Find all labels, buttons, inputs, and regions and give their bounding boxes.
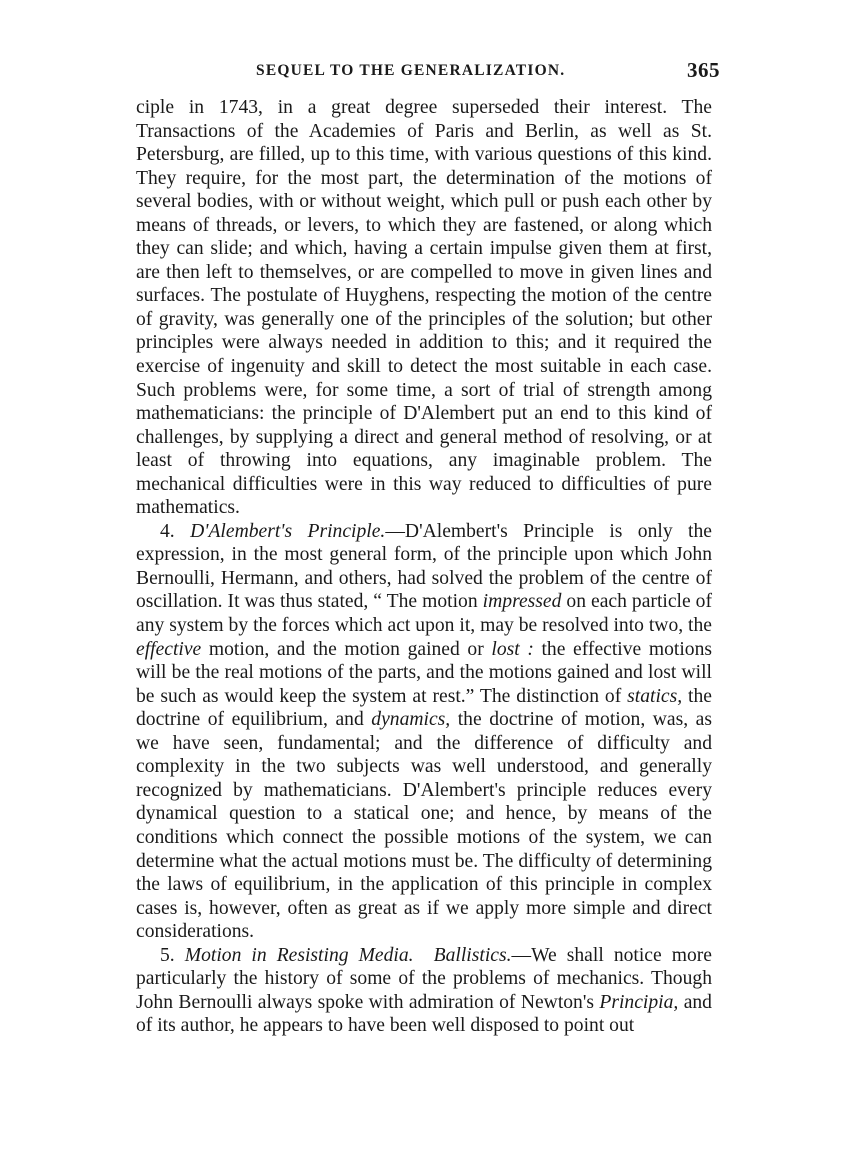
paragraph-section-4 [136,520,712,944]
text-run: and of its author, he appears to have been well disposed to point out [136,991,712,1037]
section-subheading: Ballistics. [433,944,512,966]
italic-term: statics, [627,685,683,707]
italic-title: Principia, [599,991,679,1013]
italic-term: impressed [482,591,562,613]
text-run: —D'Alembert's Principle is only the expression, in the most general form, of the principle upon which John Bernoulli, Hermann, and others, had solved the problem of the centre of oscillation. It was thus stated, “ The motion [136,520,712,613]
paragraph-continuation: ciple in 1743, in a great degree superseded their interest. The Transactions of the Academies of Paris and Berlin, as well as St. Petersburg, are filled, up to this time, with various questions of this kind. They require, for the most part, the determination of the motions of several bodies, with or without weight, which pull or push each other by means of threads, or levers, to which they are fastened, or along which they can slide; and which, having a certain impulse given them at first, are then left to themselves, or are compelled to move in given lines and surfaces. The postulate of Huyghens, respecting the motion of the centre of gravity, was generally one of the principles of the solution; but other principles were always needed in addition to this; and it required the exercise of ingenuity and skill to detect the most suitable in each case. Such problems were, for some time, a sort of trial of strength among mathematicians: the principle of D'Alembert put an end to this kind of challenges, by supplying a direct and general method of resolving, or at least of throwing into equations, any imaginable problem. The mechanical difficulties were in this way reduced to difficulties of pure mathematics. [136,97,712,519]
paragraph-section-5 [136,944,712,1038]
text-run: on each particle of any system by the forces which act upon it, may be resolved into two, the [136,591,713,637]
running-header [136,58,720,96]
text-run: the doctrine of motion, was, as we have seen, fundamental; and the difference of difficulty and complexity in the two subjects was well understood, and generally recognized by mathematicians. D'Alembert's principle reduces every dynamical question to a statical one; and hence, by means of the conditions which connect the possible motions of the system, we can determine what the actual motions must be. The difficulty of determining the laws of equilibrium, in the application of this principle in complex cases is, however, often as great as if we apply more simple and direct considerations. [136,709,712,943]
text-run: the doctrine of equilibrium, and [136,685,712,731]
running-title: SEQUEL TO THE GENERALIZATION. [256,62,566,79]
section-heading: D'Alembert's Principle. [190,520,386,542]
section-number: 4. [160,520,175,542]
text-run: the effective motions will be the real motions of the parts, and the motions gained and lost will be such as would keep the system at rest.” The distinction of [136,638,712,707]
section-number: 5. [160,944,175,966]
section-heading: Motion in Resisting Media. [184,944,414,966]
italic-term: effective [136,638,202,660]
text-run: motion, and the motion gained or [201,638,492,660]
italic-term: dynamics, [371,709,451,731]
body-text [136,96,712,1038]
text-run: —We shall notice more particularly the history of some of the problems of mechanics. Though John Bernoulli always spoke with admiration of Newton's [136,944,712,1013]
page-number: 365 [687,58,720,82]
italic-term: lost : [491,638,534,660]
